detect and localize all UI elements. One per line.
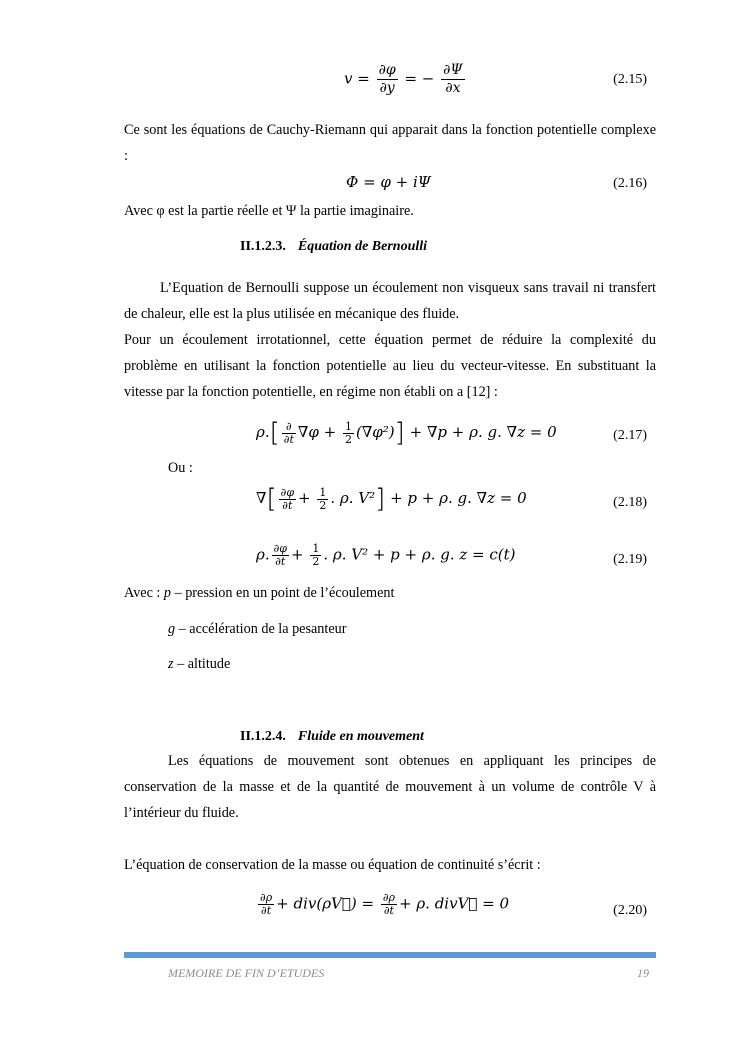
equation-number-2-16: (2.16) — [613, 176, 647, 191]
list-item-altitude: z – altitude — [168, 656, 231, 672]
paragraph-partie-reelle: Avec φ est la partie réelle et Ψ la partie imaginaire. — [124, 203, 414, 219]
paragraph-bernoulli-intro: L’Equation de Bernoulli suppose un écoulement non visqueux sans travail ni transfert de chaleur, elle est la plus utilisée en mécanique des fluide. — [124, 280, 656, 322]
page-number: 19 — [637, 966, 649, 980]
section-heading-bernoulli — [240, 239, 427, 255]
section-number: II.1.2.4. — [240, 729, 286, 744]
equation-2-17: ρ.[ $\frac{\partial}{\partial t}$ ∇φ + $\frac{1}{2}$ (∇φ²)] + ∇p + ρ. g. ∇z = 0 — [256, 418, 557, 448]
paragraph-equations-mouvement: Les équations de mouvement sont obtenues en appliquant les principes de conservation de la masse et de la quantité de mouvement à un volume de contrôle V à l’intérieur du fluide. — [124, 753, 656, 821]
equation-2-18: ∇[ $\frac{\partial\varphi}{\partial t}$ + $\frac{1}{2}$ . ρ. V²] + p + ρ. g. ∇z = 0 — [256, 484, 527, 514]
equation-number-2-19: (2.19) — [613, 552, 647, 567]
equation-number-2-17: (2.17) — [613, 428, 647, 443]
paragraph-continuite: L’équation de conservation de la masse ou équation de continuité s’écrit : — [124, 857, 541, 873]
footer-title: MEMOIRE DE FIN D’ETUDES — [168, 966, 325, 980]
section-heading-fluide — [240, 729, 424, 745]
equation-number-2-15: (2.15) — [613, 72, 647, 87]
paragraph-irrotationnel: Pour un écoulement irrotationnel, cette équation permet de réduire la complexité du problème en utilisant la fonction potentielle au lieu du vecteur-vitesse. En substituant la vitesse par la fonction potentielle, en régime non établi on a [12] : — [124, 332, 656, 400]
equation-2-20: $\frac{\partial\rho}{\partial t}$ + div(ρV⃗) = $\frac{\partial\rho}{\partial t}$ + ρ. divV⃗ = 0 — [260, 891, 510, 917]
footer-divider — [124, 952, 656, 958]
equation-2-16: Φ = φ + iΨ — [346, 173, 431, 191]
section-title: Équation de Bernoulli — [297, 239, 428, 254]
list-item-acceleration: g – accélération de la pesanteur — [168, 621, 347, 637]
equation-2-15: v = $\frac{\partial\varphi}{\partial y}$ = − $\frac{\partial\Psi}{\partial x}$ — [344, 62, 463, 96]
section-title: Fluide en mouvement — [297, 729, 424, 744]
section-number: II.1.2.3. — [240, 239, 286, 254]
equation-2-19: ρ. $\frac{\partial\varphi}{\partial t}$ + $\frac{1}{2}$ . ρ. V² + p + ρ. g. z = c(t) — [256, 542, 516, 568]
paragraph-cauchy-riemann: Ce sont les équations de Cauchy-Riemann qui apparait dans la fonction potentielle complexe : — [124, 122, 656, 164]
list-item-pression: Avec : p – pression en un point de l’écoulement — [124, 585, 395, 601]
label-ou: Ou : — [168, 460, 193, 476]
equation-number-2-18: (2.18) — [613, 495, 647, 510]
equation-number-2-20: (2.20) — [613, 903, 647, 918]
